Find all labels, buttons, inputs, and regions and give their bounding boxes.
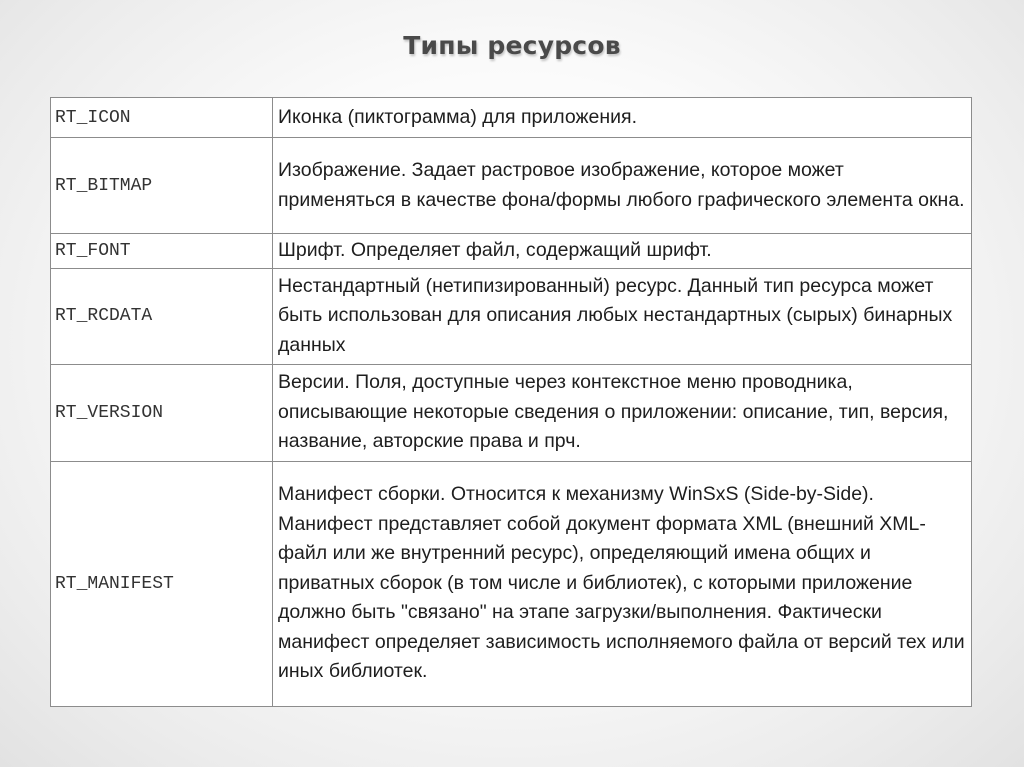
resource-code-cell: RT_RCDATA [51, 268, 273, 364]
table-row [51, 268, 972, 364]
resource-description-cell: Нестандартный (нетипизированный) ресурс. Данный тип ресурса может быть использован для описания любых нестандартных (сырых) бинарных данных [273, 268, 972, 364]
table-row [51, 138, 972, 234]
resource-description-cell: Изображение. Задает растровое изображение, которое может применяться в качестве фона/формы любого графического элемента окна. [273, 138, 972, 234]
resource-code-cell: RT_MANIFEST [51, 461, 273, 706]
table-row [51, 364, 972, 461]
resource-description-cell: Иконка (пиктограмма) для приложения. [273, 98, 972, 138]
resource-code-cell: RT_FONT [51, 234, 273, 269]
resource-code-cell: RT_VERSION [51, 364, 273, 461]
table-row [51, 98, 972, 138]
slide-title: Типы ресурсов [403, 31, 621, 60]
resource-description-cell: Шрифт. Определяет файл, содержащий шрифт. [273, 234, 972, 269]
table-row [51, 234, 972, 269]
table-row [51, 461, 972, 706]
resource-description-cell: Версии. Поля, доступные через контекстное меню проводника, описывающие некоторые сведения о приложении: описание, тип, версия, название, авторские права и прч. [273, 364, 972, 461]
resource-description-cell: Манифест сборки. Относится к механизму WinSxS (Side-by-Side). Манифест представляет собой документ формата XML (внешний XML-файл или же внутренний ресурс), определяющий имена общих и приватных сборок (в том числе и библиотек), с которыми приложение должно быть "связано" на этапе загрузки/выполнения. Фактически манифест определяет зависимость исполняемого файла от версий тех или иных библиотек. [273, 461, 972, 706]
resource-types-table [50, 97, 972, 707]
resource-code-cell: RT_BITMAP [51, 138, 273, 234]
resource-code-cell: RT_ICON [51, 98, 273, 138]
